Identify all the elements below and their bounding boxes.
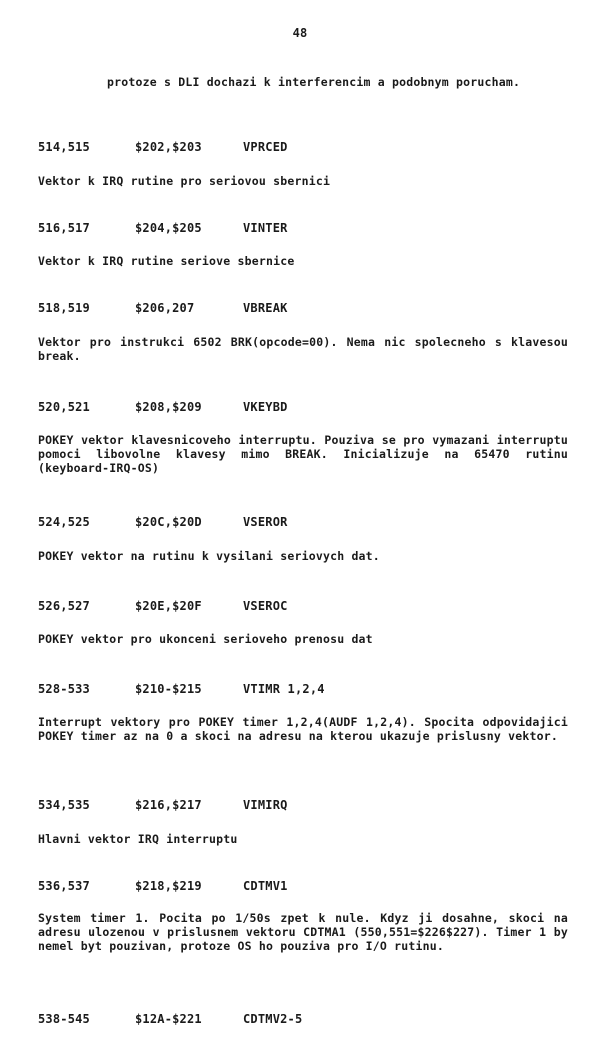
entry-description: Vektor k IRQ rutine seriove sbernice — [38, 254, 295, 268]
entry-decimal-address: 538-545 — [38, 1012, 90, 1026]
entry-decimal-address: 524,525 — [38, 515, 90, 529]
entry-decimal-address: 520,521 — [38, 400, 90, 414]
entry-decimal-address: 536,537 — [38, 879, 90, 893]
entry-label: VINTER — [243, 221, 288, 235]
entry-hex-address: $206,207 — [135, 301, 195, 315]
entry-decimal-address: 534,535 — [38, 798, 90, 812]
entry-decimal-address: 528-533 — [38, 682, 90, 696]
entry-label: VIMIRQ — [243, 798, 288, 812]
entry-label: VBREAK — [243, 301, 288, 315]
entry-label: VSEROR — [243, 515, 288, 529]
entry-hex-address: $204,$205 — [135, 221, 202, 235]
entry-hex-address: $210-$215 — [135, 682, 202, 696]
entry-label: CDTMV1 — [243, 879, 288, 893]
entry-label: VPRCED — [243, 140, 288, 154]
entry-hex-address: $218,$219 — [135, 879, 202, 893]
entry-description: Interrupt vektory pro POKEY timer 1,2,4(AUDF 1,2,4). Spocita odpovidajici POKEY timer az na 0 a skoci na adresu na kterou ukazuje prislusny vektor. — [38, 715, 568, 743]
entry-decimal-address: 516,517 — [38, 221, 90, 235]
entry-hex-address: $20C,$20D — [135, 515, 202, 529]
entry-hex-address: $20E,$20F — [135, 599, 202, 613]
entry-label: CDTMV2-5 — [243, 1012, 303, 1026]
entry-label: VTIMR 1,2,4 — [243, 682, 325, 696]
entry-description: POKEY vektor na rutinu k vysilani seriovych dat. — [38, 549, 380, 563]
entry-description: Vektor k IRQ rutine pro seriovou sbernici — [38, 174, 331, 188]
entry-hex-address: $208,$209 — [135, 400, 202, 414]
entry-description: Vektor pro instrukci 6502 BRK(opcode=00). Nema nic spolecneho s klavesou break. — [38, 335, 568, 363]
entry-decimal-address: 514,515 — [38, 140, 90, 154]
entry-decimal-address: 518,519 — [38, 301, 90, 315]
entry-hex-address: $12A-$221 — [135, 1012, 202, 1026]
entry-decimal-address: 526,527 — [38, 599, 90, 613]
entry-hex-address: $216,$217 — [135, 798, 202, 812]
page-number: 48 — [292, 26, 308, 40]
entry-description: POKEY vektor pro ukonceni serioveho prenosu dat — [38, 632, 373, 646]
intro-paragraph: protoze s DLI dochazi k interferencim a podobnym porucham. — [107, 75, 521, 89]
entry-label: VKEYBD — [243, 400, 288, 414]
entry-description: System timer 1. Pocita po 1/50s zpet k nule. Kdyz ji dosahne, skoci na adresu ulozenou v prislusnem vektoru CDTMA1 (550,551=$226$227). Timer 1 by nemel byt pouzivan, protoze OS ho pouziva pro I/O rutinu. — [38, 911, 568, 953]
entry-description: Hlavni vektor IRQ interruptu — [38, 832, 238, 846]
entry-label: VSEROC — [243, 599, 288, 613]
entry-hex-address: $202,$203 — [135, 140, 202, 154]
entry-description: POKEY vektor klavesnicoveho interruptu. Pouziva se pro vymazani interruptu pomoci libovolne klavesy mimo BREAK. Inicializuje na 65470 rutinu (keyboard-IRQ-OS) — [38, 433, 568, 475]
